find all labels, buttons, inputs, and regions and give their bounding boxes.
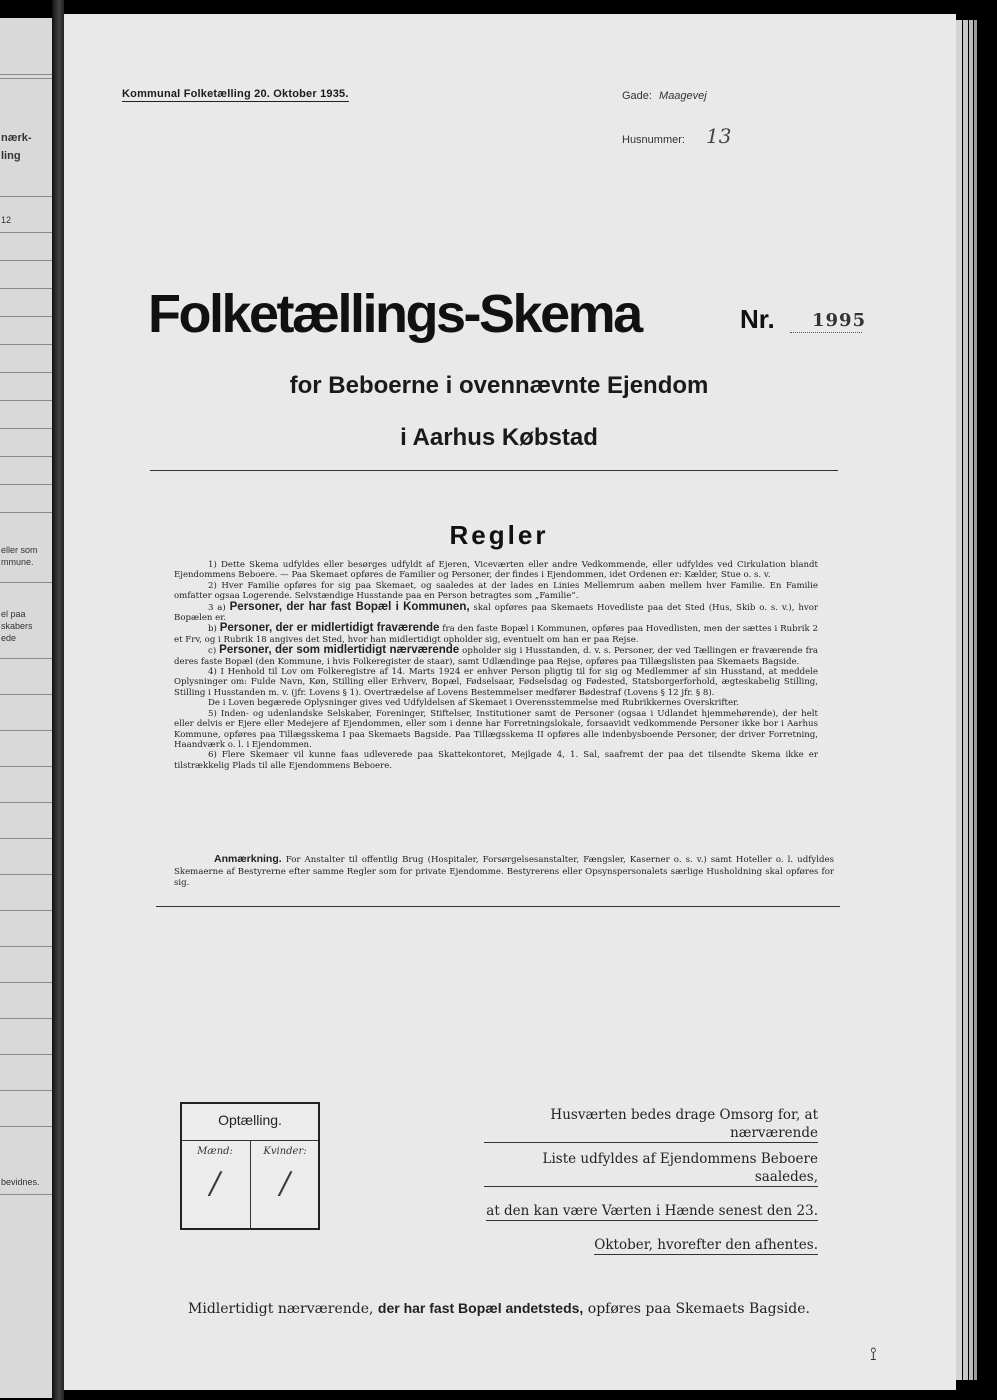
- divider: [0, 400, 52, 401]
- rules-heading: Regler: [449, 520, 549, 550]
- divider: [0, 582, 52, 583]
- notice-line: at den kan være Værten i Hænde senest den 23.: [486, 1203, 818, 1219]
- street-label: Gade:: [622, 90, 652, 102]
- left-fragment: mmune.: [1, 557, 34, 567]
- divider: [0, 982, 52, 983]
- rule-4: 4) I Henhold til Lov om Folkeregistre af 14. Marts 1924 er enhver Person pligtig til for sig og Medlemmer af sin Husstand, at meddele Oplysninger om: Fulde Navn, Køn, Stilling eller Erhverv, Bopæl, Fødselsaar, Fødselsdag og Fødested, Statsborgerforhold, ægteskabelig Stilling, Stilling i Husstanden m. v. (jfr. Lovens § 1). Overtrædelse af Lovens Bestemmelser medfører Bødestraf (Lovens § 12 jfr. § 8).: [174, 667, 818, 698]
- house-number-label: Husnummer:: [622, 134, 685, 146]
- divider: [0, 316, 52, 317]
- divider: [0, 260, 52, 261]
- street-field: [622, 90, 707, 102]
- rule-3a: 3 a) Personer, der har fast Bopæl i Kommunen, skal opføres paa Skemaets Hovedliste paa det Sted (Hus, Skib o. s. v.), hvor Bopælen er.: [174, 600, 818, 624]
- divider: [0, 1194, 52, 1195]
- left-fragment: el paa: [1, 609, 26, 619]
- rule-6: 6) Flere Skemaer vil kunne faas udleverede paa Skattekontoret, Mejlgade 4, 1. Sal, saafremt der paa det tilsendte Skema ikke er tilstrækkelig Plads til alle Ejendommens Beboere.: [174, 750, 818, 771]
- left-fragment: bevidnes.: [1, 1177, 40, 1187]
- left-fragment: eller som: [1, 545, 38, 555]
- divider: [0, 428, 52, 429]
- remark-text: For Anstalter til offentlig Brug (Hospitaler, Forsørgelsesanstalter, Fængsler, Kaserner o. s. v.) samt Hoteller o. l. udfyldes Skemaerne af Bestyrerne efter samme Regler som for private Ejendomme. Bestyrerens eller Opsynspersonalets særlige Husholdning skal opføres for sig.: [174, 855, 834, 888]
- left-facing-page: [0, 18, 52, 1398]
- divider: [0, 802, 52, 803]
- divider: [0, 512, 52, 513]
- footer-post: opføres paa Skemaets Bagside.: [587, 1301, 810, 1317]
- divider: [0, 196, 52, 197]
- men-count: /: [209, 1166, 221, 1201]
- women-label: Kvinder:: [263, 1146, 307, 1157]
- left-fragment: skabers: [1, 621, 33, 631]
- divider: [0, 344, 52, 345]
- men-label: Mænd:: [197, 1146, 233, 1157]
- divider: [0, 1126, 52, 1127]
- divider: [0, 232, 52, 233]
- street-value: Maagevej: [659, 90, 707, 102]
- rule-1: 1) Dette Skema udfyldes eller besørges udfyldt af Ejeren, Viceværten eller andre Vedkommende, eller udfyldes ved Cirkulation blandt Ejendommens Beboere. — Paa Skemaet opføres de Familier og Personer, der findes i Ejendommen, idet Ordenen er: Kælder, Stue o. s. v.: [174, 560, 818, 581]
- footer-note: [64, 1300, 934, 1317]
- divider: [0, 766, 52, 767]
- form-location: i Aarhus Købstad: [400, 424, 598, 451]
- page-edge: [974, 20, 977, 1380]
- rule-3b: b) Personer, der er midlertidigt fraværende fra den faste Bopæl i Kommunen, opføres paa Hovedlisten, men der sættes i Rubrik 2 et Frv, og i Rubrik 18 angives det Sted, hvor han midlertidigt opholder sig, eventuelt om han er paa Rejse.: [174, 622, 819, 645]
- divider: [0, 288, 52, 289]
- remark: [174, 854, 834, 890]
- count-box: [180, 1102, 320, 1230]
- house-number-field: [622, 124, 731, 148]
- page-edge: [956, 20, 962, 1380]
- divider: [0, 946, 52, 947]
- page-edge: [969, 20, 973, 1380]
- book-gutter: [52, 0, 64, 1400]
- rule-3c: c) Personer, der som midlertidigt nærværende opholder sig i Husstanden, d. v. s. Personer, der ved Tællingen er fraværende fra deres faste Bopæl (den Kommune, i hvis Folkeregister de staar), samt Udlændinge paa Rejse, opføres paa Tillægslisten paa Skemaets Bagside.: [174, 644, 819, 667]
- house-number-value: 13: [706, 124, 732, 148]
- left-fragment: ede: [1, 633, 17, 643]
- footer-bold: der har fast Bopæl andetsteds,: [377, 1300, 584, 1316]
- divider: [0, 874, 52, 875]
- form-subtitle: for Beboerne i ovennævnte Ejendom: [289, 372, 709, 399]
- divider: [0, 456, 52, 457]
- footer-pre: Midlertidigt nærværende,: [188, 1301, 374, 1317]
- page-edge: [963, 20, 968, 1380]
- form-number-line: [790, 332, 862, 333]
- divider: [0, 1018, 52, 1019]
- divider: [0, 910, 52, 911]
- rules-text: [174, 560, 818, 771]
- count-column-divider: [250, 1141, 251, 1228]
- left-fragment: 12: [1, 215, 12, 225]
- form-number-value: 1995: [812, 310, 867, 331]
- divider: [0, 1054, 52, 1055]
- notice-line: Oktober, hvorefter den afhentes.: [594, 1237, 818, 1253]
- divider: [156, 906, 840, 907]
- divider: [0, 694, 52, 695]
- women-count: /: [279, 1166, 291, 1201]
- notice-line: Liste udfyldes af Ejendommens Beboere saaledes,: [484, 1150, 818, 1187]
- divider: [0, 74, 52, 75]
- divider: [0, 78, 52, 79]
- rule-5: 5) Inden- og udenlandske Selskaber, Foreninger, Stiftelser, Institutioner samt de Personer (ogsaa i Udlandet hjemmehørende), der helt eller delvis er Ejere eller Medejere af Ejendommen, eller som i denne har Forretningslokale, forsaavidt vedkommende Personer ikke bor i Aarhus Kommune, opføres paa Tillægsskema I paa Skemaets Bagside. Paa Tillægsskema II opføres alle indenbysboende Personer, der driver Forretning, Haandværk o. l. i Ejendommen.: [174, 708, 818, 750]
- left-fragment: ling: [1, 150, 21, 162]
- divider: [0, 1090, 52, 1091]
- remark-label: Anmærkning.: [214, 853, 282, 865]
- form-title: Folketællings-Skema: [148, 284, 641, 344]
- rule-2: 2) Hver Familie opføres for sig paa Skemaet, og saaledes at der lades en Linies Mellemrum aaben mellem hver Familie. En Familie omfatter ogsaa Logerende. Selvstændige Husstande paa en Person betragtes som „Familie“.: [174, 580, 818, 602]
- notice-line: Husværten bedes drage Omsorg for, at nærværende: [484, 1106, 818, 1143]
- census-header-label: Kommunal Folketælling 20. Oktober 1935.: [122, 88, 349, 100]
- divider: [0, 372, 52, 373]
- divider: [0, 658, 52, 659]
- count-heading: Optælling.: [218, 1112, 282, 1128]
- rule-4b: De i Loven begærede Oplysninger gives ved Udfyldelsen af Skemaet i Overensstemmelse med Rubrikkernes Overskrifter.: [208, 698, 739, 709]
- census-form-page: [64, 14, 956, 1390]
- divider: [0, 730, 52, 731]
- divider: [0, 484, 52, 485]
- ink-mark-icon: ⟟: [870, 1344, 877, 1365]
- divider: [0, 838, 52, 839]
- left-fragment: nærk-: [1, 132, 32, 144]
- divider: [150, 470, 838, 471]
- form-number-label: Nr.: [740, 304, 775, 334]
- landlord-notice: [484, 1106, 818, 1262]
